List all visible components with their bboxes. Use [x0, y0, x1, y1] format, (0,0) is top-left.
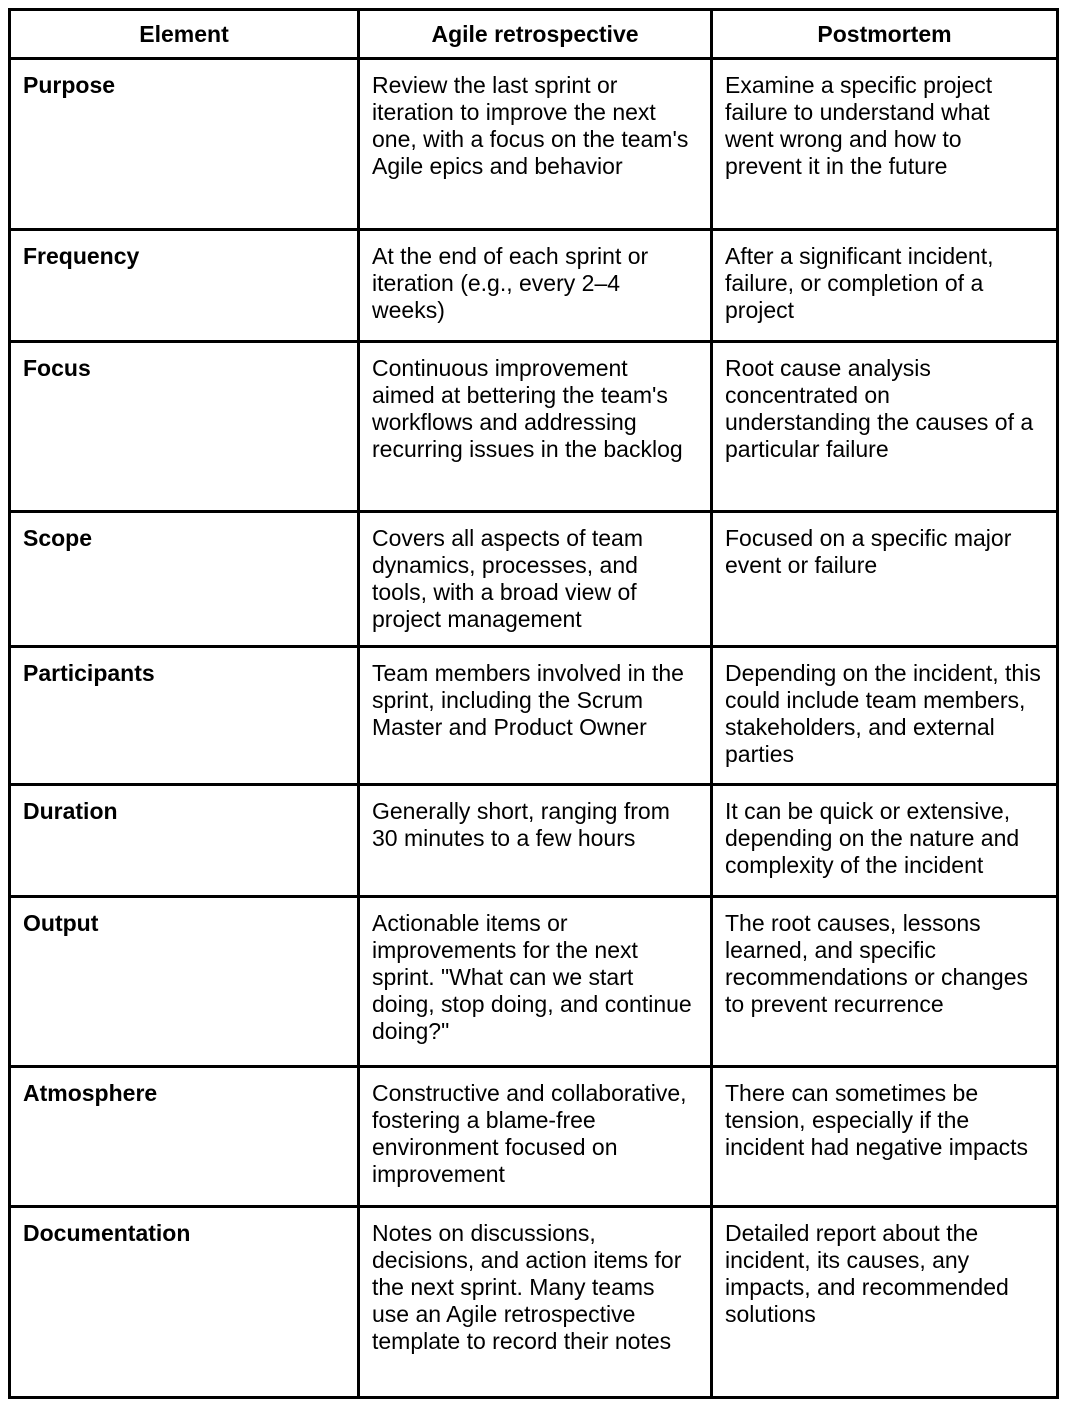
table-row [10, 230, 1058, 342]
table-row [10, 785, 1058, 897]
postmortem-cell: It can be quick or extensive, depending on the nature and complexity of the incident [712, 785, 1058, 897]
postmortem-cell: There can sometimes be tension, especially if the incident had negative impacts [712, 1067, 1058, 1207]
row-label: Duration [10, 785, 359, 897]
table-header-row [10, 10, 1058, 59]
table-row [10, 1067, 1058, 1207]
column-header-element: Element [10, 10, 359, 59]
agile-retrospective-cell: Covers all aspects of team dynamics, processes, and tools, with a broad view of project management [359, 512, 712, 647]
agile-retrospective-cell: Review the last sprint or iteration to improve the next one, with a focus on the team's Agile epics and behavior [359, 59, 712, 230]
agile-retrospective-cell: Continuous improvement aimed at bettering the team's workflows and addressing recurring issues in the backlog [359, 342, 712, 512]
column-header-postmortem: Postmortem [712, 10, 1058, 59]
row-label: Participants [10, 647, 359, 785]
table-row [10, 647, 1058, 785]
table-body [10, 59, 1058, 1398]
postmortem-cell: Focused on a specific major event or failure [712, 512, 1058, 647]
agile-retrospective-cell: Actionable items or improvements for the next sprint. "What can we start doing, stop doing, and continue doing?" [359, 897, 712, 1067]
agile-retrospective-cell: Generally short, ranging from 30 minutes to a few hours [359, 785, 712, 897]
row-label: Documentation [10, 1207, 359, 1398]
row-label: Scope [10, 512, 359, 647]
comparison-table [8, 8, 1059, 1399]
row-label: Atmosphere [10, 1067, 359, 1207]
postmortem-cell: After a significant incident, failure, or completion of a project [712, 230, 1058, 342]
row-label: Focus [10, 342, 359, 512]
row-label: Purpose [10, 59, 359, 230]
agile-retrospective-cell: Team members involved in the sprint, including the Scrum Master and Product Owner [359, 647, 712, 785]
postmortem-cell: Depending on the incident, this could include team members, stakeholders, and external parties [712, 647, 1058, 785]
agile-retrospective-cell: At the end of each sprint or iteration (e.g., every 2–4 weeks) [359, 230, 712, 342]
row-label: Output [10, 897, 359, 1067]
agile-retrospective-cell: Notes on discussions, decisions, and action items for the next sprint. Many teams use an Agile retrospective template to record their notes [359, 1207, 712, 1398]
postmortem-cell: Examine a specific project failure to understand what went wrong and how to prevent it in the future [712, 59, 1058, 230]
row-label: Frequency [10, 230, 359, 342]
table-row [10, 59, 1058, 230]
table-row [10, 512, 1058, 647]
agile-retrospective-cell: Constructive and collaborative, fostering a blame-free environment focused on improvement [359, 1067, 712, 1207]
postmortem-cell: The root causes, lessons learned, and specific recommendations or changes to prevent recurrence [712, 897, 1058, 1067]
postmortem-cell: Root cause analysis concentrated on understanding the causes of a particular failure [712, 342, 1058, 512]
table-row [10, 342, 1058, 512]
column-header-agile-retrospective: Agile retrospective [359, 10, 712, 59]
postmortem-cell: Detailed report about the incident, its causes, any impacts, and recommended solutions [712, 1207, 1058, 1398]
table-row [10, 897, 1058, 1067]
table-row [10, 1207, 1058, 1398]
